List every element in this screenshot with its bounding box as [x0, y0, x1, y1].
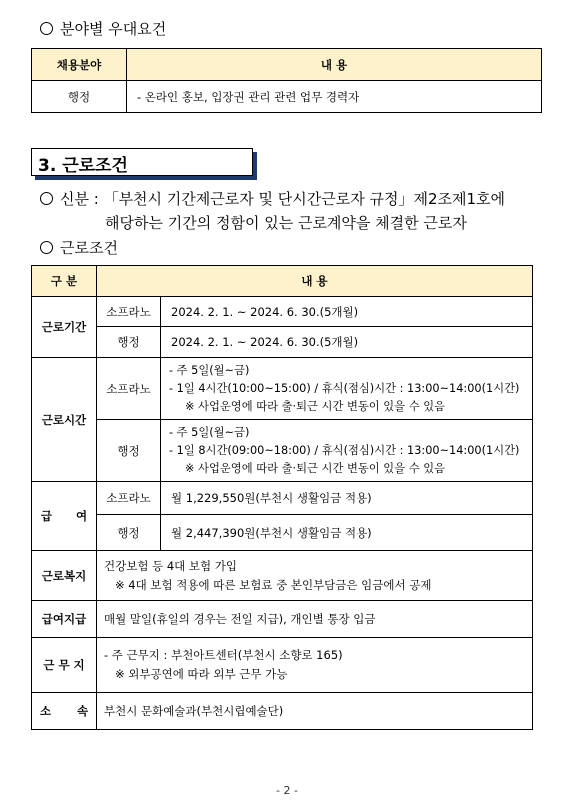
hours-admin-note: ※ 사업운영에 따라 출·퇴근 시간 변동이 있을 수 있음 [185, 461, 446, 475]
hours-admin-line: - 주 5일(월~금) [169, 425, 250, 439]
status-line-1 [40, 188, 505, 209]
welfare-line: 건강보험 등 4대 보험 가입 [104, 558, 238, 573]
conditions-header-category: 구 분 [32, 266, 97, 297]
period-label: 근로기간 [32, 297, 97, 358]
preferred-header-field: 채용분야 [32, 49, 127, 81]
preferred-table [31, 48, 542, 113]
period-soprano-label: 소프라노 [97, 297, 161, 327]
hours-soprano-label: 소프라노 [97, 358, 161, 420]
hours-admin-value [161, 420, 533, 482]
section-preferred-title-text: 분야별 우대요건 [60, 20, 167, 38]
welfare-note: ※ 4대 보험 적용에 따른 보험료 중 본인부담금은 임금에서 공제 [115, 577, 432, 592]
payday-value: 매월 말일(휴일의 경우는 전일 지급), 개인별 통장 입금 [97, 601, 533, 638]
conditions-table [31, 265, 533, 730]
page-number: - 2 - [276, 784, 298, 797]
section-conditions-title-text: 근로조건 [60, 239, 118, 257]
section-conditions-title [40, 237, 118, 258]
status-line-2: 해당하는 기간의 정함이 있는 근로계약을 체결한 근로자 [105, 214, 467, 232]
hours-soprano-note: ※ 사업운영에 따라 출·퇴근 시간 변동이 있을 수 있음 [185, 399, 446, 413]
welfare-value [97, 551, 533, 601]
pay-admin-value: 월 2,447,390원(부천시 생활임금 적용) [161, 515, 533, 551]
section-heading-box [31, 148, 253, 176]
hours-admin-line: - 1일 8시간(09:00~18:00) / 휴식(점심)시간 : 13:00~14:00(1시간) [169, 443, 520, 457]
hours-soprano-line: - 주 5일(월~금) [169, 363, 250, 377]
hours-soprano-line: - 1일 4시간(10:00~15:00) / 휴식(점심)시간 : 13:00~14:00(1시간) [169, 381, 520, 395]
circle-bullet-icon [40, 241, 53, 254]
pay-label: 급 여 [32, 482, 97, 551]
hours-label: 근로시간 [32, 358, 97, 482]
pay-soprano-label: 소프라노 [97, 482, 161, 515]
dept-value: 부천시 문화예술과(부천시립예술단) [97, 693, 533, 730]
place-label: 근 무 지 [32, 638, 97, 693]
period-soprano-value: 2024. 2. 1. ~ 2024. 6. 30.(5개월) [161, 297, 533, 327]
place-line: - 주 근무지 : 부천아트센터(부천시 소향로 165) [104, 648, 343, 662]
section-preferred-title [40, 18, 166, 39]
dept-label: 소 속 [32, 693, 97, 730]
circle-bullet-icon [40, 22, 53, 35]
hours-soprano-value [161, 358, 533, 420]
status-line-1-text: 신분 : 「부천시 기간제근로자 및 단시간근로자 규정」제2조제1호에 [60, 190, 506, 208]
conditions-header-content: 내 용 [97, 266, 533, 297]
circle-bullet-icon [40, 192, 53, 205]
hours-admin-label: 행정 [97, 420, 161, 482]
pay-soprano-value: 월 1,229,550원(부천시 생활임금 적용) [161, 482, 533, 515]
payday-label: 급여지급 [32, 601, 97, 638]
preferred-content-cell: - 온라인 홍보, 입장권 관리 관련 업무 경력자 [127, 81, 542, 113]
period-admin-label: 행정 [97, 327, 161, 358]
pay-admin-label: 행정 [97, 515, 161, 551]
place-note: ※ 외부공연에 따라 외부 근무 가능 [115, 667, 288, 681]
preferred-field-cell: 행정 [32, 81, 127, 113]
section-heading: 3. 근로조건 [38, 156, 128, 176]
welfare-label: 근로복지 [32, 551, 97, 601]
preferred-header-content: 내 용 [127, 49, 542, 81]
place-value [97, 638, 533, 693]
period-admin-value: 2024. 2. 1. ~ 2024. 6. 30.(5개월) [161, 327, 533, 358]
